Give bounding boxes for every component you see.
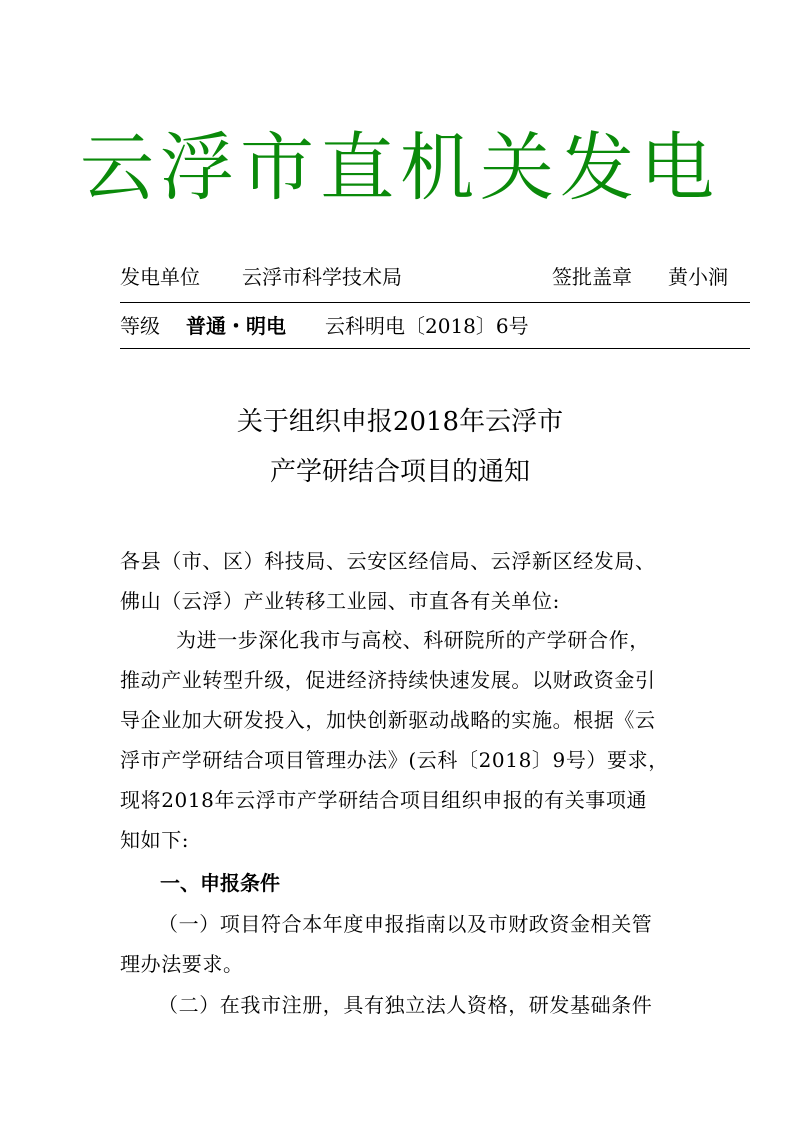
paragraph-line: （一）项目符合本年度申报指南以及市财政资金相关管 bbox=[158, 912, 653, 936]
section-heading: 一、申报条件 bbox=[160, 871, 280, 895]
document-title-line-1: 关于组织申报2018年云浮市 bbox=[236, 407, 564, 437]
grade-value: 普通・明电 bbox=[186, 314, 286, 338]
item-1-paragraph bbox=[120, 904, 760, 984]
item-2-paragraph bbox=[120, 985, 760, 1025]
grade-label: 等级 bbox=[120, 314, 160, 338]
paragraph-line: 知如下: bbox=[120, 828, 190, 852]
intro-paragraph bbox=[120, 620, 760, 860]
masthead-title: 云浮市直机关发电 bbox=[80, 125, 720, 211]
grade-row bbox=[120, 311, 750, 341]
document-title-line-2: 产学研结合项目的通知 bbox=[269, 457, 530, 487]
sender-value: 云浮市科学技术局 bbox=[242, 265, 402, 289]
signer-value: 黄小涧 bbox=[668, 265, 728, 289]
addressee-line: 各县（市、区）科技局、云安区经信局、云浮新区经发局、 bbox=[120, 549, 656, 573]
paragraph-line: （二）在我市注册，具有独立法人资格，研发基础条件 bbox=[158, 993, 653, 1017]
sender-label: 发电单位 bbox=[120, 265, 200, 289]
paragraph-line: 推动产业转型升级，促进经济持续快速发展。以财政资金引 bbox=[120, 668, 656, 692]
paragraph-line: 导企业加大研发投入，加快创新驱动战略的实施。根据《云 bbox=[120, 708, 656, 732]
addressee-block bbox=[120, 541, 760, 621]
header-divider-top bbox=[120, 302, 750, 303]
signer-label: 签批盖章 bbox=[552, 265, 632, 289]
header-divider-bottom bbox=[120, 348, 750, 349]
paragraph-line: 为进一步深化我市与高校、科研院所的产学研合作， bbox=[176, 628, 650, 652]
doc-number: 云科明电〔2018〕6号 bbox=[325, 314, 529, 338]
addressee-line: 佛山（云浮）产业转移工业园、市直各有关单位: bbox=[120, 589, 560, 613]
paragraph-line: 浮市产学研结合项目管理办法》(云科〔2018〕9号）要求， bbox=[120, 748, 669, 772]
paragraph-line: 理办法要求。 bbox=[120, 952, 244, 976]
sender-row bbox=[120, 262, 750, 292]
paragraph-line: 现将2018年云浮市产学研结合项目组织申报的有关事项通 bbox=[120, 788, 648, 812]
